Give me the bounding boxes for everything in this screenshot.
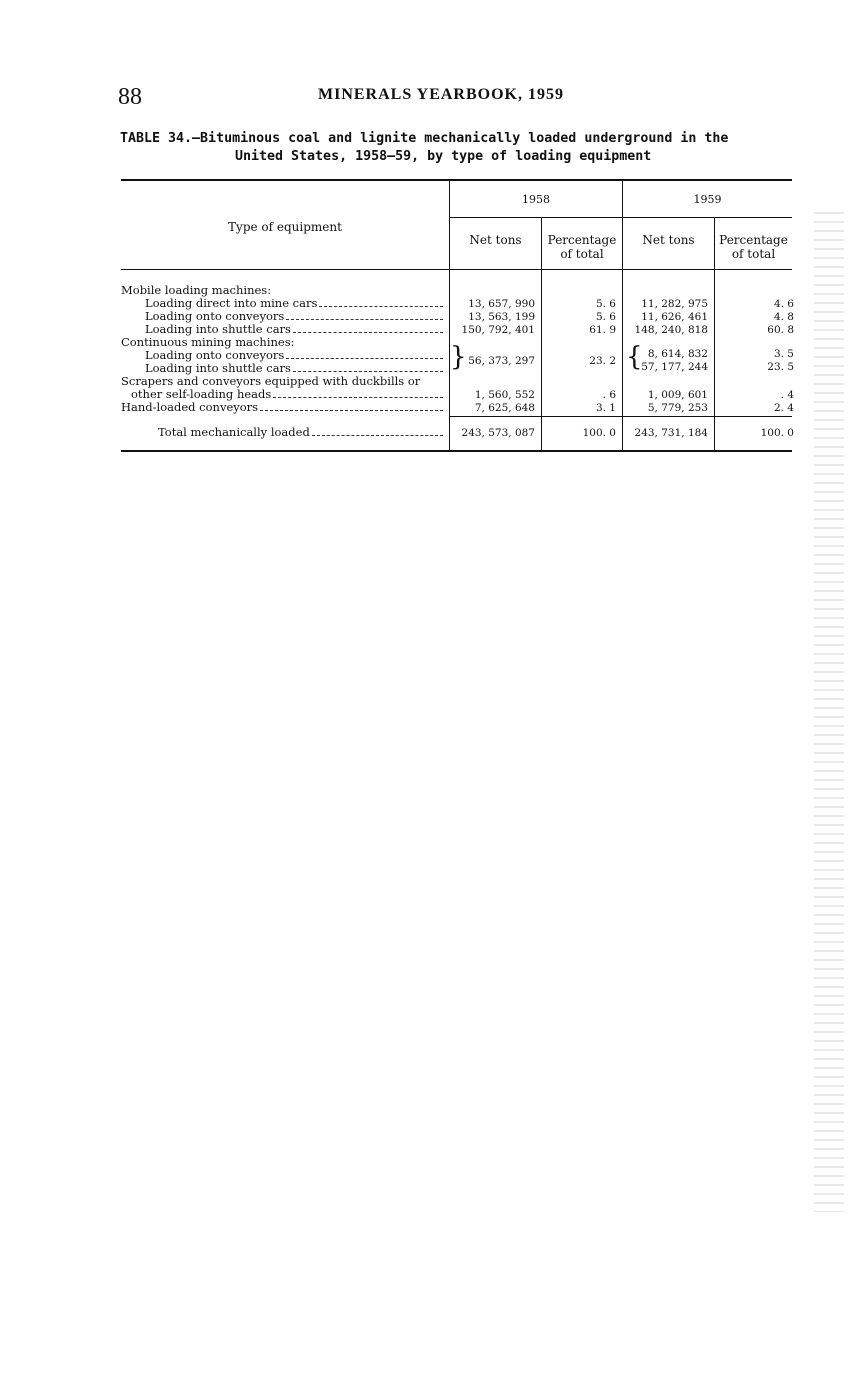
- cont-shuttle-1959-pct: 23. 5: [767, 361, 794, 373]
- percentage-label: Percentage: [719, 233, 788, 247]
- continuous-1958-pct: 23. 2: [589, 355, 616, 367]
- total-1958-pct: 100. 0: [582, 427, 616, 439]
- percentage-1958-header: [542, 233, 622, 261]
- table-title: [120, 130, 800, 166]
- total-rule: [450, 416, 792, 417]
- mine-cars-1958-tons: 13, 657, 990: [468, 298, 535, 310]
- shuttle-1958-pct: 61. 9: [589, 324, 616, 336]
- year-rule: [450, 217, 792, 218]
- total-1958-tons: 243, 573, 087: [461, 427, 535, 439]
- percentage-1959-header: [715, 233, 792, 261]
- cont-conveyors-1959-pct: 3. 5: [773, 348, 794, 360]
- row-conveyors-label: Loading onto conveyors: [145, 310, 445, 323]
- net-tons-1958-header: Net tons: [469, 233, 522, 247]
- header-rule: [121, 269, 792, 270]
- mine-cars-1959-pct: 4. 6: [773, 298, 794, 310]
- cont-conveyors-1959-tons: 8, 614, 832: [647, 348, 708, 360]
- row-continuous-heading: Continuous mining machines:: [121, 335, 295, 349]
- shuttle-1959-pct: 60. 8: [767, 324, 794, 336]
- scrapers-1959-pct: . 4: [780, 389, 794, 401]
- scan-edge-noise: [814, 212, 844, 1212]
- total-1959-pct: 100. 0: [760, 427, 794, 439]
- cont-shuttle-1959-tons: 57, 177, 244: [641, 361, 708, 373]
- row-cont-conveyors-label: Loading onto conveyors: [145, 349, 445, 362]
- shuttle-1958-tons: 150, 792, 401: [461, 324, 535, 336]
- row-mine-cars-label: Loading direct into mine cars: [145, 297, 445, 310]
- of-total-label: of total: [731, 247, 776, 261]
- hand-1959-tons: 5, 779, 253: [647, 402, 708, 414]
- of-total-label: of total: [560, 247, 604, 261]
- stub-header: Type of equipment: [228, 220, 342, 234]
- row-cont-shuttle-label: Loading into shuttle cars: [145, 362, 445, 375]
- conveyors-1958-tons: 13, 563, 199: [468, 311, 535, 323]
- row-shuttle-label: Loading into shuttle cars: [145, 323, 445, 336]
- left-brace-1959: {: [626, 342, 643, 372]
- hand-1958-tons: 7, 625, 648: [474, 402, 535, 414]
- total-1959-tons: 243, 731, 184: [634, 427, 708, 439]
- mine-cars-1959-tons: 11, 282, 975: [641, 298, 708, 310]
- row-scrapers-line1: Scrapers and conveyors equipped with duckbills or: [121, 374, 421, 388]
- right-brace-1958: }: [450, 342, 467, 372]
- row-mobile-heading: Mobile loading machines:: [121, 283, 272, 297]
- running-head: MINERALS YEARBOOK, 1959: [318, 86, 564, 103]
- table-title-line-1: TABLE 34.—Bituminous coal and lignite mechanically loaded underground in the: [120, 131, 729, 146]
- row-total-label: Total mechanically loaded: [158, 426, 445, 439]
- hand-1959-pct: 2. 4: [773, 402, 794, 414]
- top-rule: [121, 179, 792, 181]
- row-scrapers-label: other self-loading heads: [131, 388, 445, 401]
- mine-cars-1958-pct: 5. 6: [595, 298, 616, 310]
- scrapers-1959-tons: 1, 009, 601: [647, 389, 708, 401]
- table-title-line-2: United States, 1958–59, by type of loading equipment: [235, 149, 652, 164]
- year-1958-header: 1958: [522, 193, 550, 206]
- year-1959-header: 1959: [693, 193, 722, 206]
- net-tons-1959-header: Net tons: [642, 233, 695, 247]
- percentage-label: Percentage: [547, 233, 617, 247]
- scrapers-1958-pct: . 6: [602, 389, 616, 401]
- col-rule-1: [449, 181, 450, 450]
- conveyors-1958-pct: 5. 6: [595, 311, 616, 323]
- bottom-rule: [121, 450, 792, 452]
- scrapers-1958-tons: 1, 560, 552: [474, 389, 535, 401]
- col-rule-3: [622, 181, 623, 450]
- conveyors-1959-tons: 11, 626, 461: [641, 311, 708, 323]
- page-number: 88: [118, 84, 142, 110]
- continuous-1958-tons: 56, 373, 297: [468, 355, 535, 367]
- conveyors-1959-pct: 4. 8: [773, 311, 794, 323]
- hand-1958-pct: 3. 1: [595, 402, 616, 414]
- shuttle-1959-tons: 148, 240, 818: [634, 324, 708, 336]
- row-hand-label: Hand-loaded conveyors: [121, 401, 445, 414]
